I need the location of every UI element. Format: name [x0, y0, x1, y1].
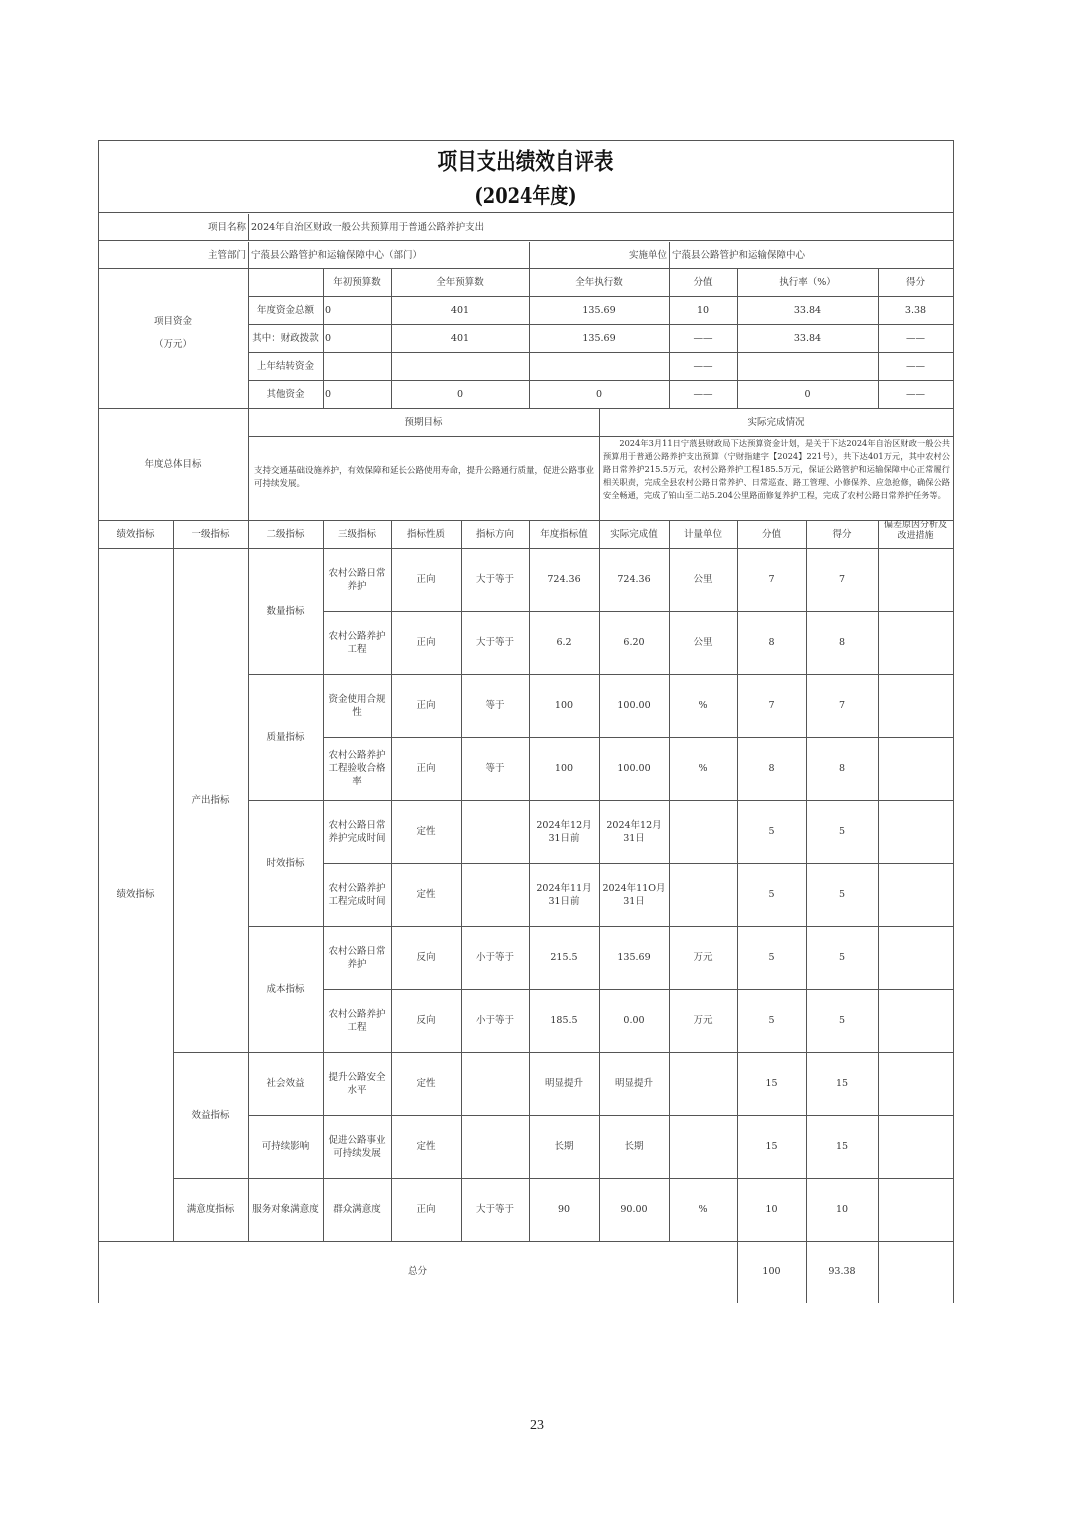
funds-cell: 135.69 [582, 304, 616, 316]
indicator-unit: 公里 [693, 574, 713, 585]
indicator-nature: 正向 [416, 700, 436, 711]
indicator-note [878, 1052, 953, 1115]
indicator-actual: 明显提升 [614, 1078, 653, 1089]
indicator-header: 年度指标值 [540, 528, 588, 540]
indicator-name: 农村公路养护工程 [328, 1008, 386, 1033]
indicator-got: 10 [835, 1204, 849, 1215]
indicator-score: 7 [768, 700, 775, 711]
funds-cell: —— [906, 360, 925, 372]
level1-indicator: 满意度指标 [186, 1204, 235, 1215]
performance-indicator-label: 绩效指标 [116, 889, 155, 900]
indicator-actual: 0.00 [623, 1015, 645, 1026]
indicator-nature: 定性 [416, 1078, 436, 1089]
funds-cell: 0 [325, 332, 332, 344]
grid-line [529, 548, 530, 1242]
indicator-note [878, 800, 953, 863]
indicator-name: 农村公路养护工程完成时间 [328, 882, 386, 907]
funds-cell: 401 [450, 332, 470, 344]
grid-line [98, 240, 954, 241]
indicator-header: 二级指标 [266, 528, 305, 540]
grid-line [669, 548, 670, 1242]
indicator-header: 分值 [761, 528, 781, 540]
indicator-header: 得分 [832, 528, 852, 540]
funds-cell: 0 [595, 388, 603, 400]
form-subtitle: (2024年度) [474, 183, 577, 208]
indicator-name: 资金使用合规性 [328, 693, 386, 718]
funds-cell: 0 [456, 388, 464, 400]
funds-cell: —— [693, 388, 713, 400]
indicator-name: 农村公路养护工程 [328, 630, 386, 655]
grid-line [806, 548, 807, 1242]
level2-indicator: 社会效益 [266, 1078, 305, 1089]
level2-indicator: 可持续影响 [261, 1141, 310, 1152]
funds-row-label: 其中：财政拨款 [252, 332, 319, 344]
indicator-name: 促进公路事业可持续发展 [328, 1134, 386, 1159]
indicator-actual: 2024年11O月31日 [602, 882, 666, 907]
indicator-unit: 万元 [693, 1015, 713, 1026]
indicator-unit: % [698, 700, 708, 711]
indicator-note [878, 1178, 953, 1241]
funds-header: 得分 [905, 276, 925, 288]
actual-result-label: 实际完成情况 [747, 416, 805, 428]
indicator-got: 5 [838, 826, 846, 837]
level2-indicator: 数量指标 [266, 605, 305, 617]
dept-label: 主管部门 [207, 249, 246, 261]
indicator-name: 群众满意度 [333, 1204, 381, 1215]
indicator-actual: 90.00 [620, 1204, 648, 1215]
funds-header: 年初预算数 [333, 276, 381, 288]
indicator-got: 7 [838, 574, 846, 585]
indicator-actual: 长期 [624, 1141, 644, 1152]
indicator-direction: 大于等于 [475, 574, 514, 585]
indicator-name: 农村公路日常养护 [328, 945, 386, 970]
indicator-target: 2024年12月31日前 [536, 819, 592, 844]
indicator-unit: % [698, 1204, 708, 1215]
indicator-got: 5 [838, 952, 846, 963]
indicator-got: 5 [838, 1015, 846, 1026]
indicator-got: 7 [838, 700, 846, 711]
expected-goal-text: 支持交通基础设施养护，有效保障和延长公路使用寿命，提升公路通行质量，促进公路事业可持续发展。 [254, 466, 595, 489]
indicator-name: 农村公路日常养护 [328, 567, 386, 592]
funds-cell: 401 [450, 304, 470, 316]
indicator-target: 6.2 [556, 637, 572, 648]
indicator-direction: 等于 [485, 700, 505, 711]
indicator-actual: 2024年12月31日 [606, 819, 662, 844]
funds-section-unit: （万元） [153, 338, 192, 350]
grid-line [461, 548, 462, 1242]
indicator-got: 8 [838, 763, 846, 774]
funds-cell: 135.69 [582, 332, 616, 344]
indicator-header: 一级指标 [191, 528, 230, 540]
funds-section-label: 项目资金 [153, 315, 192, 327]
indicator-unit: % [698, 763, 708, 774]
indicator-target: 185.5 [550, 1015, 578, 1026]
indicator-target: 明显提升 [544, 1078, 583, 1089]
indicator-note [878, 611, 953, 674]
indicator-got: 8 [838, 637, 846, 648]
indicator-direction [461, 1052, 529, 1115]
page-number: 23 [530, 1418, 544, 1433]
indicator-header: 三级指标 [337, 528, 376, 540]
indicator-actual: 135.69 [617, 952, 651, 963]
funds-cell: 0 [804, 388, 811, 400]
grid-line [391, 548, 392, 1242]
grid-line [98, 140, 954, 141]
indicator-unit [669, 800, 737, 863]
funds-row-label: 年度资金总额 [256, 304, 314, 316]
actual-result-text: 2024年3月11日宁蒗县财政局下达预算资金计划，是关于下达2024年自治区财政一般公共预算用于普通公路养护支出预算（宁财指建字【2024】221号），共下达401万元，其中农村公路日常养护215.5万元，农村公路养护工程185.5万元，保证公路管护和运输保障中心正常履行相关职责，完成全县农村公路日常养护、日常巡查、路工管理、小修保养、应急抢修，确保公路安全畅通，完成了铂山至二站5.204公里路面修复养护工程，完成了农村公路日常养护任务等。 [603, 438, 950, 500]
indicator-got: 15 [835, 1078, 849, 1089]
grid-line [323, 548, 324, 1242]
funds-header: 全年执行数 [575, 276, 623, 288]
indicator-note [878, 674, 953, 737]
indicator-nature: 正向 [416, 637, 436, 648]
indicator-score: 7 [768, 574, 775, 585]
indicator-name: 农村公路日常养护完成时间 [328, 819, 386, 844]
total-label: 总分 [407, 1266, 427, 1277]
level2-indicator: 时效指标 [266, 857, 305, 869]
indicator-direction [461, 863, 529, 926]
indicator-nature: 正向 [416, 763, 436, 774]
grid-line [878, 548, 879, 1242]
indicator-unit [669, 863, 737, 926]
funds-cell: 3.38 [904, 304, 927, 316]
indicator-header: 实际完成值 [610, 528, 658, 540]
indicator-target: 长期 [554, 1141, 574, 1152]
indicator-direction [461, 800, 529, 863]
funds-cell: —— [693, 332, 713, 344]
indicator-actual: 100.00 [617, 700, 651, 711]
project-name-label: 项目名称 [207, 221, 246, 233]
funds-header: 分值 [693, 276, 713, 288]
total-got: 93.38 [828, 1266, 856, 1277]
funds-cell [323, 352, 391, 380]
grid-line [737, 548, 738, 1242]
evaluation-sheet [98, 140, 953, 1302]
goals-section-label: 年度总体目标 [144, 458, 202, 470]
level2-indicator: 成本指标 [266, 983, 305, 995]
funds-header: 全年预算数 [436, 276, 484, 288]
indicator-unit [669, 1052, 737, 1115]
funds-row-label: 其他资金 [266, 388, 305, 400]
unit-value: 宁蒗县公路管护和运输保障中心 [672, 249, 806, 261]
indicator-nature: 正向 [416, 574, 436, 585]
indicator-score: 5 [768, 826, 775, 837]
project-name-value: 2024年自治区财政一般公共预算用于普通公路养护支出 [251, 221, 485, 233]
funds-cell: 0 [325, 304, 332, 316]
indicator-nature: 定性 [416, 826, 436, 837]
funds-cell [529, 352, 669, 380]
indicator-unit: 公里 [693, 637, 713, 648]
funds-cell: 33.84 [793, 304, 822, 316]
funds-cell: —— [906, 332, 925, 344]
indicator-score: 5 [768, 952, 775, 963]
indicator-target: 100 [554, 700, 574, 711]
indicator-nature: 定性 [416, 1141, 436, 1152]
indicator-got: 15 [835, 1141, 849, 1152]
indicator-score: 15 [765, 1141, 778, 1152]
indicator-nature: 正向 [416, 1204, 436, 1215]
indicator-header: 偏差原因分析及改进措施 [883, 520, 947, 541]
indicator-target: 2024年11月31日前 [536, 882, 592, 907]
indicator-target: 100 [554, 763, 574, 774]
indicator-note [878, 737, 953, 800]
indicator-direction: 大于等于 [475, 637, 514, 648]
indicator-direction: 等于 [485, 763, 505, 774]
level2-indicator: 服务对象满意度 [252, 1204, 319, 1215]
indicator-score: 8 [768, 637, 775, 648]
grid-line [953, 268, 954, 409]
indicator-score: 5 [768, 1015, 775, 1026]
indicator-nature: 反向 [416, 952, 436, 963]
indicator-actual: 6.20 [623, 637, 645, 648]
indicator-target: 215.5 [550, 952, 578, 963]
indicator-direction: 小于等于 [475, 1015, 514, 1026]
funds-row-label: 上年结转资金 [256, 360, 314, 372]
expected-goal-label: 预期目标 [404, 416, 443, 428]
funds-cell: 0 [325, 388, 332, 400]
funds-header: 执行率（%） [779, 276, 836, 288]
indicator-header: 绩效指标 [116, 528, 155, 540]
grid-line [878, 1241, 879, 1303]
grid-line [599, 548, 600, 1242]
indicator-got: 5 [838, 889, 846, 900]
funds-cell: 10 [696, 304, 710, 316]
indicator-note [878, 926, 953, 989]
indicator-nature: 反向 [416, 1015, 436, 1026]
indicator-score: 8 [768, 763, 775, 774]
indicator-direction: 小于等于 [475, 952, 514, 963]
total-score: 100 [762, 1266, 781, 1277]
indicator-nature: 定性 [416, 889, 436, 900]
funds-cell [737, 352, 878, 380]
indicator-direction: 大于等于 [475, 1204, 514, 1215]
indicator-header: 计量单位 [683, 528, 722, 540]
funds-cell: —— [693, 360, 713, 372]
indicator-name: 农村公路养护工程验收合格率 [328, 750, 386, 787]
indicator-score: 15 [765, 1078, 778, 1089]
indicator-name: 提升公路安全水平 [328, 1071, 386, 1096]
indicator-score: 10 [765, 1204, 778, 1215]
indicator-note [878, 548, 953, 611]
funds-cell [391, 352, 529, 380]
indicator-header: 指标性质 [406, 528, 445, 540]
indicator-unit [669, 1115, 737, 1178]
indicator-note [878, 1115, 953, 1178]
indicator-score: 5 [768, 889, 775, 900]
indicator-target: 724.36 [547, 574, 581, 585]
indicator-note [878, 863, 953, 926]
indicator-note [878, 989, 953, 1052]
funds-cell: —— [906, 388, 925, 400]
indicator-unit: 万元 [693, 952, 713, 963]
funds-cell: 33.84 [793, 332, 822, 344]
level2-indicator: 质量指标 [266, 731, 305, 743]
unit-label: 实施单位 [628, 249, 667, 261]
indicator-actual: 100.00 [617, 763, 651, 774]
grid-line [98, 212, 954, 213]
level1-indicator: 效益指标 [191, 1109, 230, 1121]
level1-indicator: 产出指标 [191, 794, 230, 806]
dept-value: 宁蒗县公路管护和运输保障中心（部门） [251, 249, 423, 261]
indicator-header: 指标方向 [475, 528, 514, 540]
form-title: 项目支出绩效自评表 [437, 148, 614, 175]
indicator-target: 90 [557, 1204, 571, 1215]
indicator-direction [461, 1115, 529, 1178]
indicator-actual: 724.36 [617, 574, 651, 585]
